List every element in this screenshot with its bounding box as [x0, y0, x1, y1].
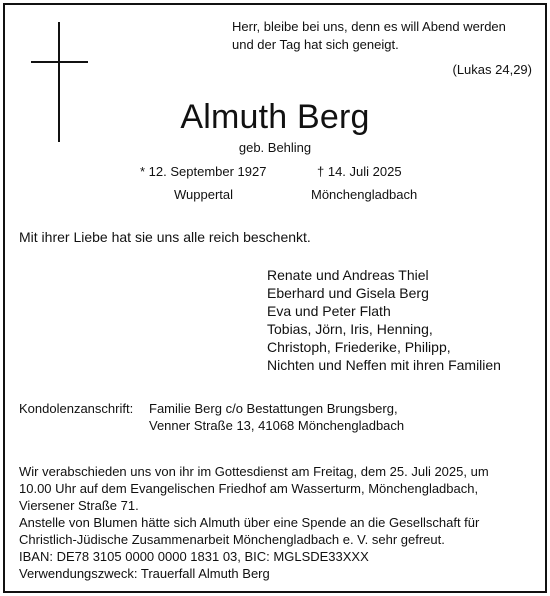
service-line: Anstelle von Blumen hätte sich Almuth über eine Spende an die Gesellschaft für — [19, 515, 480, 530]
bible-verse-line: Herr, bleibe bei uns, denn es will Abend werden — [232, 19, 506, 34]
mourner-entry: Eva und Peter Flath — [267, 303, 391, 319]
memorial-motto: Mit ihrer Liebe hat sie uns alle reich beschenkt. — [19, 229, 311, 245]
maiden-name: geb. Behling — [238, 140, 312, 155]
mourner-entry: Eberhard und Gisela Berg — [267, 285, 429, 301]
service-line: Viersener Straße 71. — [19, 498, 139, 513]
mourner-entry: Tobias, Jörn, Iris, Henning, — [267, 321, 433, 337]
condolence-label: Kondolenzanschrift: — [19, 401, 134, 416]
service-line: 10.00 Uhr auf dem Evangelischen Friedhof am Wasserturm, Mönchengladbach, — [19, 481, 479, 496]
bible-verse-reference: (Lukas 24,29) — [452, 62, 532, 77]
birth-date: * 12. September 1927 — [140, 164, 267, 179]
iban-line: IBAN: DE78 3105 0000 0000 1831 03, BIC: MGLSDE33XXX — [19, 549, 369, 564]
birth-place: Wuppertal — [174, 187, 234, 202]
bible-verse-line: und der Tag hat sich geneigt. — [232, 37, 399, 52]
mourner-entry: Nichten und Neffen mit ihren Familien — [267, 357, 501, 373]
mourners-list — [267, 266, 501, 374]
purpose-line: Verwendungszweck: Trauerfall Almuth Berg — [19, 566, 270, 581]
condolence-address — [149, 400, 404, 434]
mourner-entry: Renate und Andreas Thiel — [267, 267, 429, 283]
death-date: † 14. Juli 2025 — [317, 164, 402, 179]
deceased-name: Almuth Berg — [180, 98, 370, 136]
mourner-entry: Christoph, Friederike, Philipp, — [267, 339, 451, 355]
service-line: Wir verabschieden uns von ihr im Gottesdienst am Freitag, dem 25. Juli 2025, um — [19, 464, 489, 479]
funeral-service-notice — [19, 463, 534, 582]
service-line: Christlich-Jüdische Zusammenarbeit Mönchengladbach e. V. sehr gefreut. — [19, 532, 445, 547]
cross-icon-crossbar — [31, 61, 88, 63]
condolence-address-line: Familie Berg c/o Bestattungen Brungsberg, — [149, 401, 398, 416]
condolence-address-line: Venner Straße 13, 41068 Mönchengladbach — [149, 418, 405, 433]
death-place: Mönchengladbach — [311, 187, 418, 202]
bible-verse — [232, 18, 506, 54]
